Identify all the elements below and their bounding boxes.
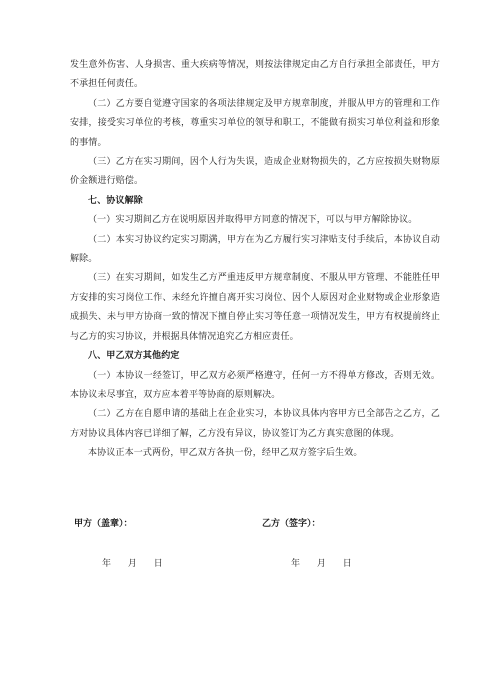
party-b-signature-label: 乙方（签字）： — [262, 519, 321, 529]
paragraph-voluntary-internship: （二）乙方在自愿申请的基础上在企业实习，本协议具体内容甲方已全部告之乙方，乙方对协议具体内容已详细了解，乙方没有异议，协议签订为乙方真实意图的体现。 — [70, 409, 440, 439]
paragraph-obey-rules: （二）乙方要自觉遵守国家的各项法律规定及甲方规章制度，并服从甲方的管理和工作安排，接受实习单位的考核，尊重实习单位的领导和职工，不能做有损实习单位利益和形象的事情。 — [70, 98, 440, 148]
paragraph-termination-violation: （三）在实习期间，如发生乙方严重违反甲方规章制度、不服从甲方管理、不能胜任甲方安排的实习岗位工作、未经允许擅自离开实习岗位、因个人原因对企业财物或企业形象造成损失、未与甲方协商一致的情况下擅自停止实习等任意一项情况发生，甲方有权提前终止与乙方的实习协议，并根据具体情况追究乙方相应责任。 — [70, 273, 440, 342]
agreement-body — [70, 56, 440, 464]
paragraph-property-damage: （三）乙方在实习期间，因个人行为失误，造成企业财物损失的，乙方应按损失财物原价金额进行赔偿。 — [70, 157, 440, 187]
party-a-seal-label: 甲方（盖章）： — [74, 519, 133, 529]
section-heading-termination: 七、协议解除 — [88, 195, 143, 206]
section-heading-other-terms: 八、甲乙双方其他约定 — [88, 351, 180, 362]
paragraph-liability-continued: 发生意外伤害、人身损害、重大疾病等情况，则按法律规定由乙方自行承担全部责任，甲方不承担任何责任。 — [70, 60, 440, 90]
paragraph-termination-consent: （一）实习期间乙方在说明原因并取得甲方同意的情况下，可以与甲方解除协议。 — [88, 215, 418, 226]
party-a-date: 年 月 日 — [102, 559, 163, 569]
paragraph-binding-agreement: （一）本协议一经签订，甲乙双方必须严格遵守，任何一方不得单方修改，否则无效。本协议未尽事宜，双方应本着平等协商的原则解决。 — [70, 370, 440, 400]
paragraph-copies-effective: 本协议正本一式两份，甲乙双方各执一份，经甲乙双方签字后生效。 — [88, 448, 363, 459]
paragraph-termination-expiry: （二）本实习协议约定实习期满，甲方在为乙方履行实习津贴支付手续后，本协议自动解除。 — [70, 234, 440, 265]
party-b-date: 年 月 日 — [291, 559, 352, 569]
